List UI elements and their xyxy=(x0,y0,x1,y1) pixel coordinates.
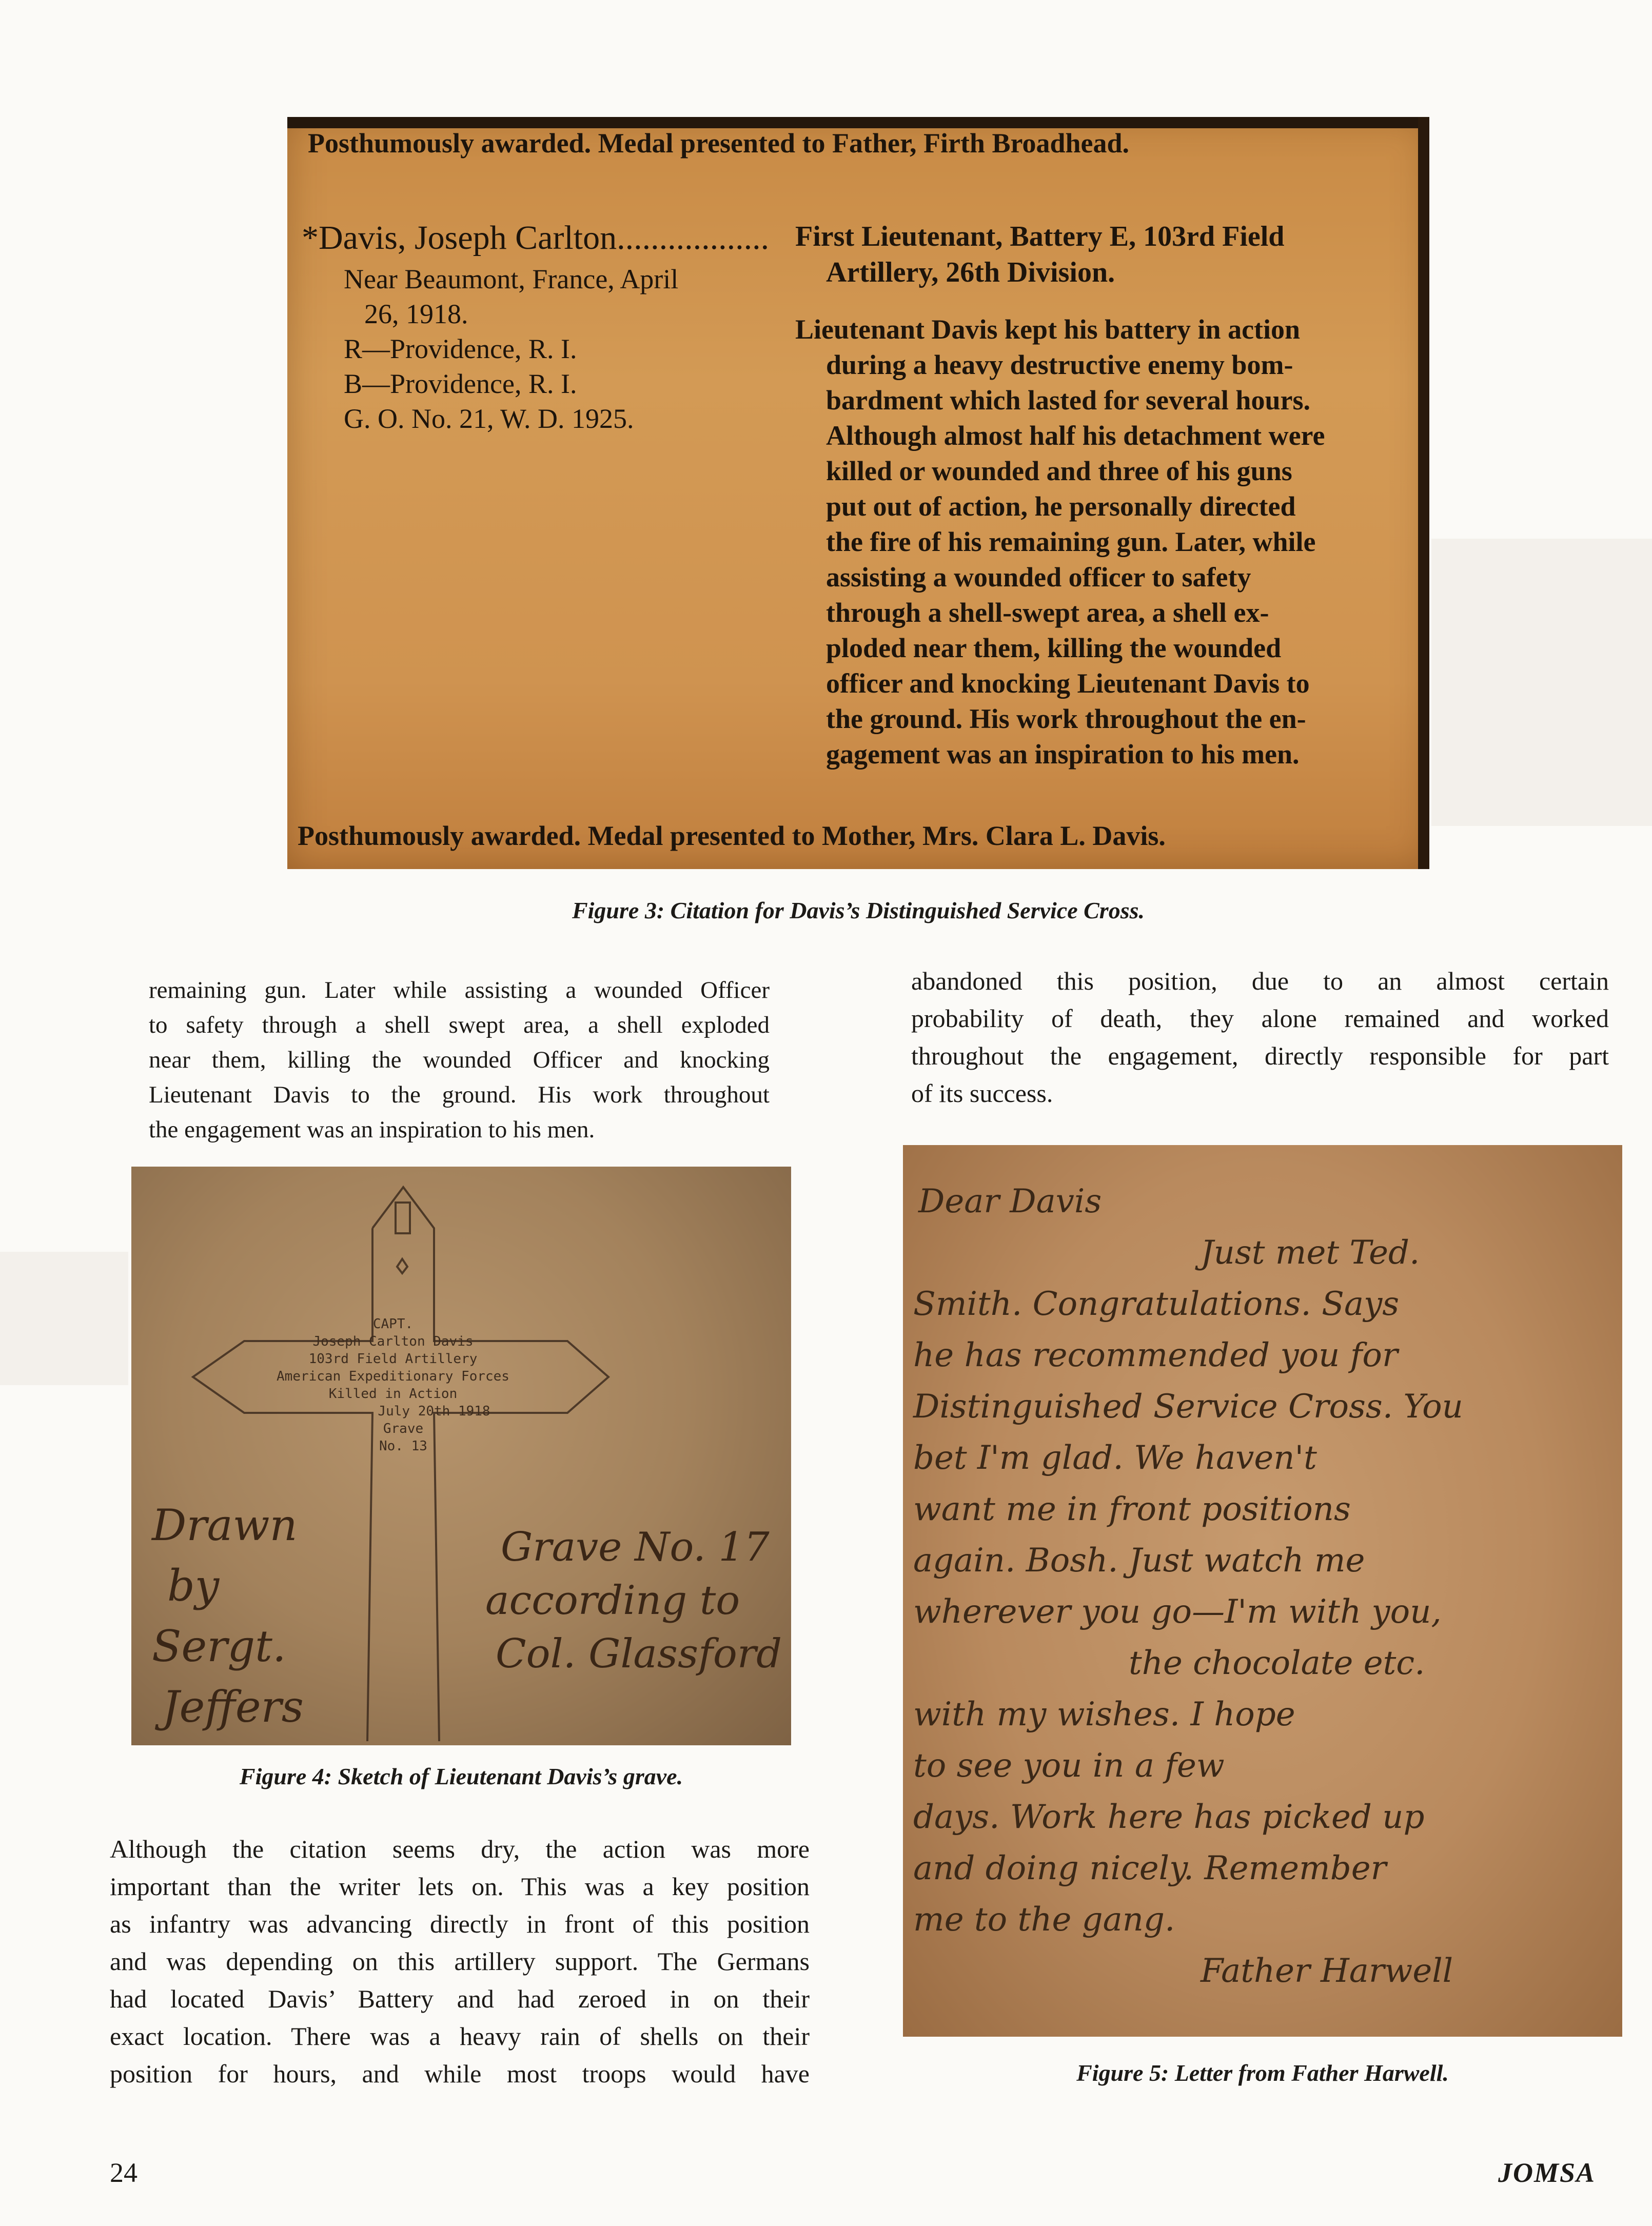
paragraph-line: probability of death, they alone remained and worked xyxy=(911,1004,1609,1033)
grave-number-note xyxy=(485,1521,782,1681)
note-line: according to xyxy=(485,1578,740,1624)
right-column-top-paragraph xyxy=(911,962,1609,1112)
note-line: Drawn xyxy=(152,1500,298,1550)
citation-order-line: G. O. No. 21, W. D. 1925. xyxy=(344,403,634,434)
letter-line: again. Bosh. Just watch me xyxy=(913,1542,1365,1580)
note-line: Col. Glassford xyxy=(496,1631,782,1677)
note-line: by xyxy=(167,1561,220,1611)
bleed-through-panel xyxy=(1431,539,1652,826)
inscription-line: CAPT. xyxy=(372,1316,414,1332)
letter-handwriting xyxy=(913,1176,1611,1997)
paragraph-line: throughout the engagement, directly responsible for part xyxy=(911,1041,1609,1070)
cross-inscription xyxy=(234,1315,552,1455)
citation-text-line: bardment which lasted for several hours. xyxy=(826,385,1310,416)
letter-line: to see you in a few xyxy=(913,1747,1225,1785)
paragraph-line: important than the writer lets on. This was a key position xyxy=(110,1872,810,1901)
paragraph-line: and was depending on this artillery support. The Germans xyxy=(110,1947,810,1976)
photo-top-edge xyxy=(287,117,1429,128)
inscription-line: Killed in Action xyxy=(328,1386,458,1402)
inscription-line: No. 13 xyxy=(379,1439,427,1454)
paragraph-line: position for hours, and while most troops would have xyxy=(110,2059,810,2088)
inscription-line: American Expeditionary Forces xyxy=(277,1369,509,1384)
paragraph-line: exact location. There was a heavy rain of shells on their xyxy=(110,2022,810,2051)
inscription-line: Joseph Carlton Davis xyxy=(312,1334,474,1349)
citation-location-line: Near Beaumont, France, April xyxy=(344,264,679,294)
letter-line: Distinguished Service Cross. You xyxy=(913,1388,1463,1426)
paragraph-line: to safety through a shell swept area, a shell exploded xyxy=(149,1012,770,1038)
paragraph-line: Although the citation seems dry, the action was more xyxy=(110,1835,810,1863)
citation-text-line: the ground. His work throughout the en- xyxy=(826,703,1306,734)
paragraph-line: as infantry was advancing directly in front of this position xyxy=(110,1909,810,1938)
citation-text-line: through a shell-swept area, a shell ex- xyxy=(826,597,1269,628)
paragraph-line: remaining gun. Later while assisting a wounded Officer xyxy=(149,977,770,1003)
citation-unit-line: Artillery, 26th Division. xyxy=(826,257,1115,288)
grave-sketch-photo xyxy=(131,1167,791,1745)
citation-text-line: Although almost half his detachment were xyxy=(826,420,1325,451)
letter-line: and doing nicely. Remember xyxy=(913,1849,1387,1887)
citation-text-line: gagement was an inspiration to his men. xyxy=(826,739,1300,770)
citation-text-line: during a heavy destructive enemy bom- xyxy=(826,349,1293,380)
paragraph-line: the engagement was an inspiration to his men. xyxy=(149,1116,595,1143)
letter-line: me to the gang. xyxy=(913,1901,1175,1939)
bleed-through-panel xyxy=(0,1252,128,1385)
left-column-top-paragraph xyxy=(149,973,770,1147)
citation-rank xyxy=(795,219,1284,290)
paragraph-line: Lieutenant Davis to the ground. His work throughout xyxy=(149,1081,770,1108)
citation-text-line: ploded near them, killing the wounded xyxy=(826,633,1282,663)
paragraph-line: of its success. xyxy=(911,1079,1053,1108)
note-line: Sergt. xyxy=(152,1621,286,1671)
inscription-line: 103rd Field Artillery xyxy=(308,1351,478,1367)
letter-line: he has recommended you for xyxy=(913,1336,1398,1374)
citation-name-line: *Davis, Joseph Carlton.................. xyxy=(302,219,770,257)
letter-photo xyxy=(903,1145,1622,2037)
photo-right-edge xyxy=(1418,117,1429,869)
inscription-line: Grave xyxy=(383,1421,424,1436)
journal-name: JOMSA xyxy=(1498,2157,1596,2188)
page-number: 24 xyxy=(110,2157,137,2188)
letter-line: days. Work here has picked up xyxy=(913,1798,1425,1836)
letter-line: want me in front positions xyxy=(913,1490,1351,1528)
letter-line: Smith. Congratulations. Says xyxy=(913,1285,1400,1323)
letter-line: Dear Davis xyxy=(918,1183,1102,1220)
note-line: Jeffers xyxy=(162,1682,304,1732)
citation-text-line: the fire of his remaining gun. Later, while xyxy=(826,526,1316,557)
citation-body xyxy=(795,312,1401,772)
letter-line: Father Harwell xyxy=(1201,1952,1453,1990)
inscription-line: July 20th 1918 xyxy=(378,1404,490,1419)
paragraph-line: abandoned this position, due to an almost certain xyxy=(911,967,1609,995)
citation-left-details xyxy=(344,262,678,436)
citation-rank-line: First Lieutenant, Battery E, 103rd Field xyxy=(795,221,1285,252)
citation-birthplace-line: B—Providence, R. I. xyxy=(344,368,577,399)
figure3-caption: Figure 3: Citation for Davis’s Distinguished Service Cross. xyxy=(572,897,1145,923)
citation-footer-line: Posthumously awarded. Medal presented to Mother, Mrs. Clara L. Davis. xyxy=(298,820,1166,851)
drawn-by-note xyxy=(152,1495,304,1737)
citation-text-line: Lieutenant Davis kept his battery in action xyxy=(795,314,1301,345)
citation-text-line: put out of action, he personally directed xyxy=(826,491,1296,522)
letter-line: wherever you go—I'm with you, xyxy=(913,1593,1442,1631)
citation-date-line: 26, 1918. xyxy=(364,299,468,329)
letter-line: bet I'm glad. We haven't xyxy=(913,1439,1317,1477)
figure4-caption: Figure 4: Sketch of Lieutenant Davis’s grave. xyxy=(239,1763,683,1789)
citation-text-line: killed or wounded and three of his guns xyxy=(826,456,1292,486)
paragraph-line: near them, killing the wounded Officer and knocking xyxy=(149,1047,770,1073)
citation-text-line: assisting a wounded officer to safety xyxy=(826,562,1251,593)
letter-line: Just met Ted. xyxy=(1201,1234,1420,1272)
paragraph-line: had located Davis’ Battery and had zeroed in on their xyxy=(110,1984,810,2013)
citation-residence-line: R—Providence, R. I. xyxy=(344,333,577,364)
left-column-bottom-paragraph xyxy=(110,1830,810,2093)
note-line: Grave No. 17 xyxy=(501,1524,770,1570)
citation-header-line: Posthumously awarded. Medal presented to Father, Firth Broadhead. xyxy=(308,128,1130,159)
letter-line: the chocolate etc. xyxy=(1129,1644,1425,1682)
letter-line: with my wishes. I hope xyxy=(913,1696,1295,1733)
figure5-caption: Figure 5: Letter from Father Harwell. xyxy=(1076,2060,1449,2086)
citation-photo xyxy=(287,117,1429,869)
citation-text-line: officer and knocking Lieutenant Davis to xyxy=(826,668,1310,699)
